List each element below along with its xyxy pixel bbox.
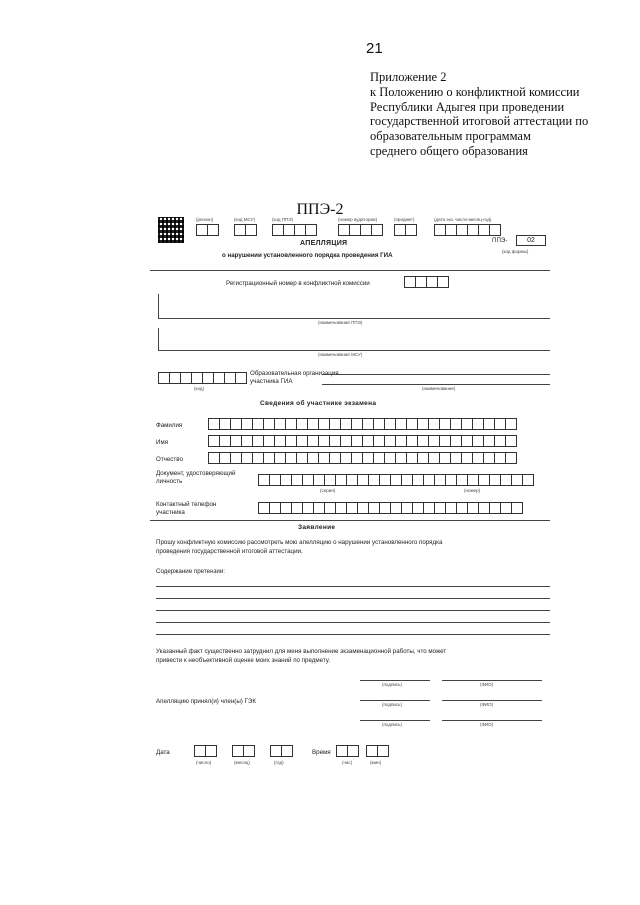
ppe-name-line [158, 318, 550, 319]
org-code-cells [158, 372, 246, 384]
signature-line [360, 720, 430, 721]
appendix-line: среднего общего образования [370, 143, 528, 158]
signature-line [360, 700, 430, 701]
reg-number-cells [404, 276, 448, 288]
statement-text: Прошу конфликтную комиссию рассмотреть мою апелляцию о нарушении установленного порядка [156, 539, 443, 546]
fio-line [442, 680, 542, 681]
caption: (подпись) [382, 722, 403, 727]
subject-cells [394, 224, 416, 236]
ppe-cells [272, 224, 316, 236]
date-year-cells [270, 745, 292, 757]
qr-code-image [158, 217, 184, 243]
name-label: Имя [156, 439, 169, 446]
doc-series-cells [258, 474, 390, 486]
caption: (подпись) [382, 682, 403, 687]
appeal-form-scan [150, 212, 550, 782]
fio-line [442, 720, 542, 721]
bracket [158, 328, 159, 350]
reg-number-label: Регистрационный номер в конфликтной комиссии [226, 280, 370, 287]
caption: (ФИО) [480, 682, 494, 687]
appendix-line: Приложение 2 [370, 70, 447, 84]
caption: (код ППЭ) [272, 217, 293, 222]
org-label-line: участника ГИА [250, 378, 293, 385]
caption: (месяц) [234, 760, 250, 765]
date-label: Дата [156, 749, 170, 756]
caption: (наименование ППЭ) [318, 320, 363, 325]
caption: (код формы) [502, 249, 529, 254]
org-name-line [322, 384, 550, 385]
caption: (год) [274, 760, 284, 765]
caption: (код) [194, 386, 205, 391]
caption: (наименование МСУ) [318, 352, 363, 357]
phone-label-line: Контактный телефон [156, 501, 217, 508]
fio-line [442, 700, 542, 701]
caption: (регион) [196, 217, 214, 222]
patronymic-cells [208, 452, 516, 464]
claim-line [156, 610, 550, 611]
doc-label-line: Документ, удостоверяющий [156, 470, 236, 477]
appendix-line: к Положению о конфликтной комиссии [370, 84, 580, 99]
name-cells [208, 435, 516, 447]
fact-text: Указанный факт существенно затруднил для меня выполнение экзаменационной работы, что может [156, 648, 447, 655]
caption: (номер аудитории) [338, 217, 378, 222]
caption: (код МСУ) [234, 217, 256, 222]
time-minute-cells [366, 745, 388, 757]
appendix-line: государственной итоговой аттестации по [370, 114, 589, 129]
phone-cells [258, 502, 522, 514]
msu-cells [234, 224, 256, 236]
corner-code-value: 02 [516, 235, 546, 246]
date-month-cells [232, 745, 254, 757]
section-statement: Заявление [298, 524, 336, 531]
msu-name-line [158, 350, 550, 351]
page-number: 21 [366, 40, 383, 57]
claim-line [156, 598, 550, 599]
appendix-note [370, 70, 630, 159]
appendix-line: образовательным программам [370, 129, 531, 144]
divider [150, 270, 550, 271]
form-title: АПЕЛЛЯЦИЯ [300, 240, 348, 247]
surname-cells [208, 418, 516, 430]
time-label: Время [312, 749, 331, 756]
caption: (серия) [320, 488, 336, 493]
caption: (число) [196, 760, 212, 765]
caption: (дата экз. число-месяц-год) [434, 217, 492, 222]
time-hour-cells [336, 745, 358, 757]
phone-label-line: участника [156, 509, 185, 516]
caption: (предмет) [394, 217, 415, 222]
statement-text: проведения государственной итоговой аттестации. [156, 548, 303, 555]
divider [150, 520, 550, 521]
bracket [158, 294, 159, 318]
patronymic-label: Отчество [156, 456, 183, 463]
form-subtitle: о нарушении установленного порядка проведения ГИА [222, 252, 393, 259]
exam-date-cells [434, 224, 500, 236]
accepted-label: Апелляцию принял(и) член(ы) ГЭК [156, 698, 256, 705]
caption: (ФИО) [480, 722, 494, 727]
corner-code: ППЭ- [492, 237, 508, 244]
surname-label: Фамилия [156, 422, 183, 429]
org-label-line: Образовательная организация [250, 370, 339, 377]
caption: (наименование) [422, 386, 456, 391]
signature-line [360, 680, 430, 681]
doc-number-cells [390, 474, 533, 486]
claim-line [156, 586, 550, 587]
region-cells [196, 224, 218, 236]
date-day-cells [194, 745, 216, 757]
caption: (мин) [370, 760, 382, 765]
appendix-line: Республики Адыгея при проведении [370, 99, 565, 114]
room-cells [338, 224, 382, 236]
form-code-heading: ППЭ-2 [296, 201, 344, 218]
claim-line [156, 622, 550, 623]
section-participant-info: Сведения об участнике экзамена [260, 400, 377, 407]
fact-text: привести к необъективной оценке моих знаний по предмету. [156, 657, 330, 664]
caption: (час) [342, 760, 353, 765]
caption: (подпись) [382, 702, 403, 707]
claim-label: Содержание претензии: [156, 568, 225, 575]
caption: (ФИО) [480, 702, 494, 707]
caption: (номер) [464, 488, 481, 493]
claim-line [156, 634, 550, 635]
org-name-line [322, 374, 550, 375]
doc-label-line: личность [156, 478, 183, 485]
